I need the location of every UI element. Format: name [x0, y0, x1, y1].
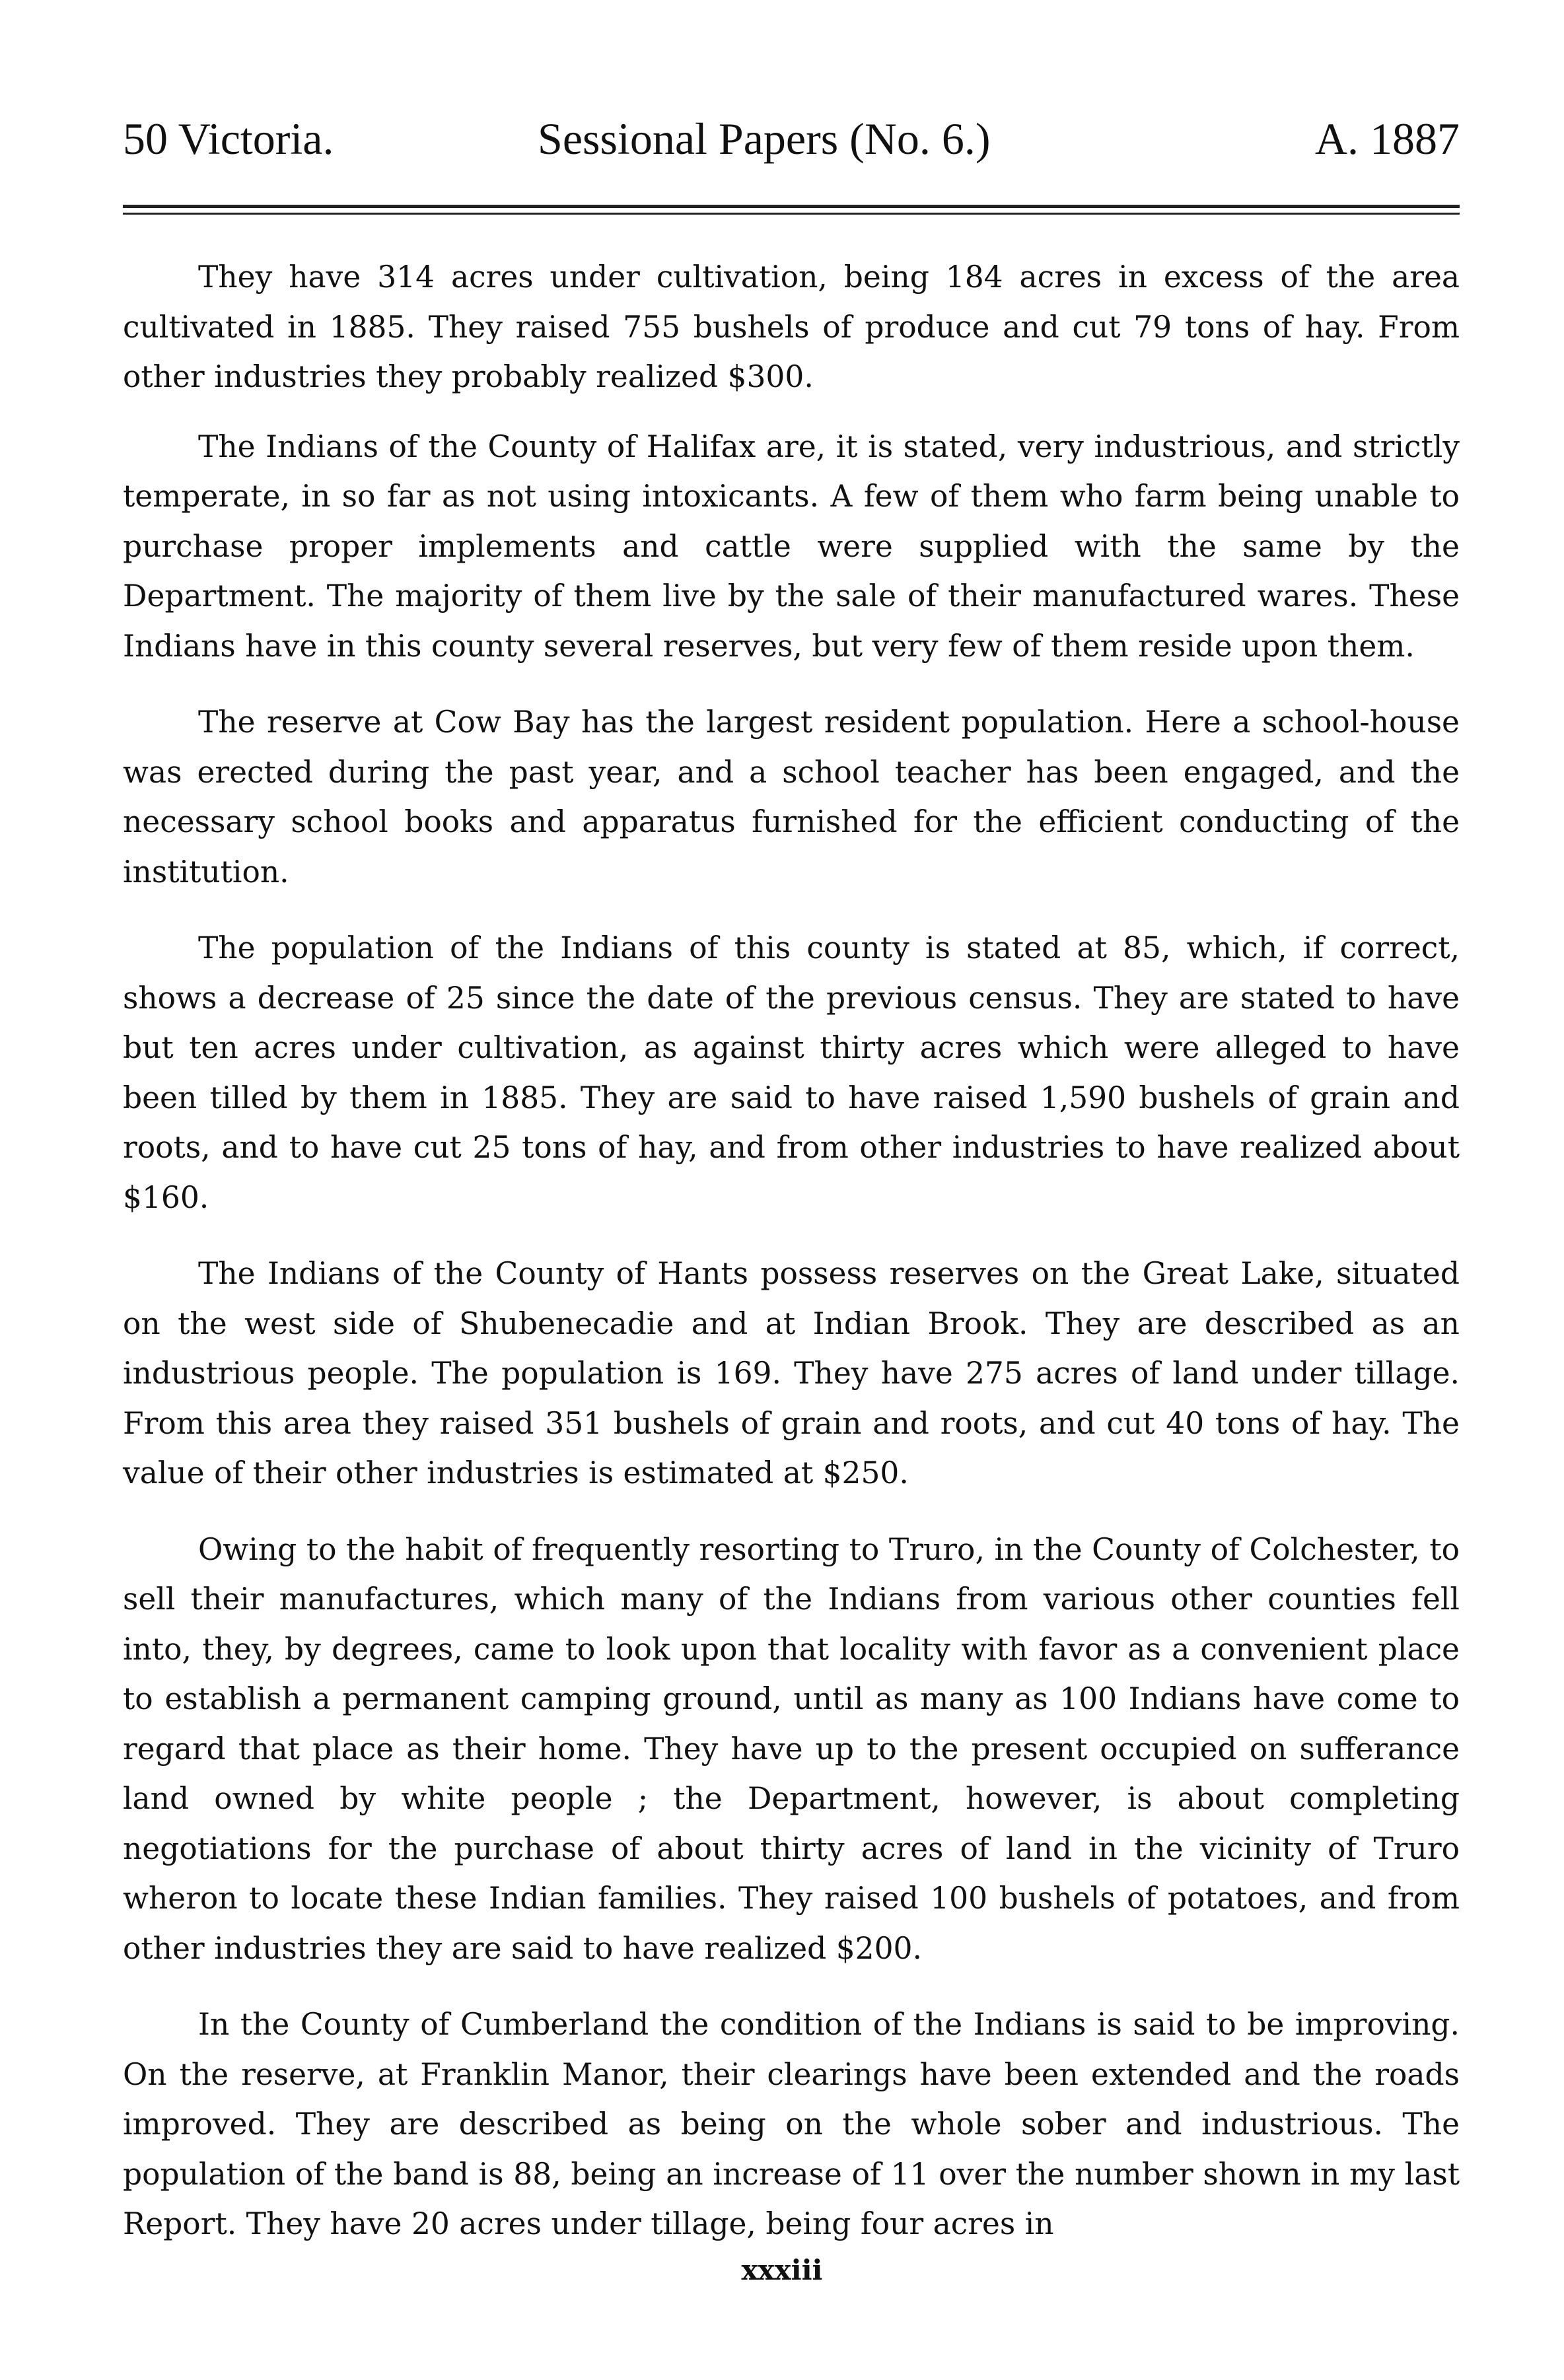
paragraph-halifax-indians: The Indians of the County of Halifax are, it is stated, very industrious, and strictly temperate, in so far as not using intoxicants. A few of them who farm being unable to purchase proper implements and cattle were supplied with the same by the Department. The majority of them live by the sale of their manufactured wares. These Indians have in this county several reserves, but very few of them reside upon them. — [123, 429, 1460, 664]
paragraph-hants-county: The Indians of the County of Hants possess reserves on the Great Lake, situated on the west side of Shubenecadie and at Indian Brook. They are described as an industrious people. The population is 169. They have 275 acres of land under tillage. From this area they raised 351 bushels of grain and roots, and cut 40 tons of hay. The value of their other industries is estimated at $250. — [123, 1256, 1460, 1490]
header-year: A. 1887 — [1314, 114, 1460, 164]
report-body — [123, 252, 1460, 2276]
header-rule-thin — [123, 213, 1460, 215]
running-header — [123, 112, 1460, 165]
page-number: xxxiii — [741, 2254, 823, 2286]
header-session: 50 Victoria. — [123, 114, 334, 164]
paragraph-halifax-cultivation: They have 314 acres under cultivation, being 184 acres in excess of the area cultivated in 1885. They raised 755 bushels of produce and cut 79 tons of hay. From other industries they probably realized $300. — [123, 260, 1460, 394]
paragraph-truro-colchester: Owing to the habit of frequently resorting to Truro, in the County of Colchester, to sell their manufactures, which many of the Indians from various other counties fell into, they, by degrees, came to look upon that locality with favor as a convenient place to establish a permanent camping ground, until as many as 100 Indians have come to regard that place as their home. They have up to the present occupied on sufferance land owned by white people ; the Department, however, is about completing negotiations for the purchase of about thirty acres of land in the vicinity of Truro wheron to locate these Indian families. They raised 100 bushels of potatoes, and from other industries they are said to have realized $200. — [123, 1531, 1460, 1966]
header-rule-thick — [123, 205, 1460, 208]
paragraph-county-population: The population of the Indians of this county is stated at 85, which, if correct, shows a decrease of 25 since the date of the previous census. They are stated to have but ten acres under cultivation, as against thirty acres which were alleged to have been tilled by them in 1885. They are said to have raised 1,590 bushels of grain and roots, and to have cut 25 tons of hay, and from other industries to have realized about $160. — [123, 930, 1460, 1215]
paragraph-cow-bay-reserve: The reserve at Cow Bay has the largest resident population. Here a school-house was erected during the past year, and a school teacher has been engaged, and the necessary school books and apparatus furnished for the efficient conducting of the institution. — [123, 705, 1460, 890]
header-title: Sessional Papers (No. 6.) — [538, 114, 991, 164]
paragraph-cumberland-county: In the County of Cumberland the condition of the Indians is said to be improving. On the reserve, at Franklin Manor, their clearings have been extended and the roads improved. They are described as being on the whole sober and industrious. The population of the band is 88, being an increase of 11 over the number shown in my last Report. They have 20 acres under tillage, being four acres in — [123, 2007, 1460, 2241]
